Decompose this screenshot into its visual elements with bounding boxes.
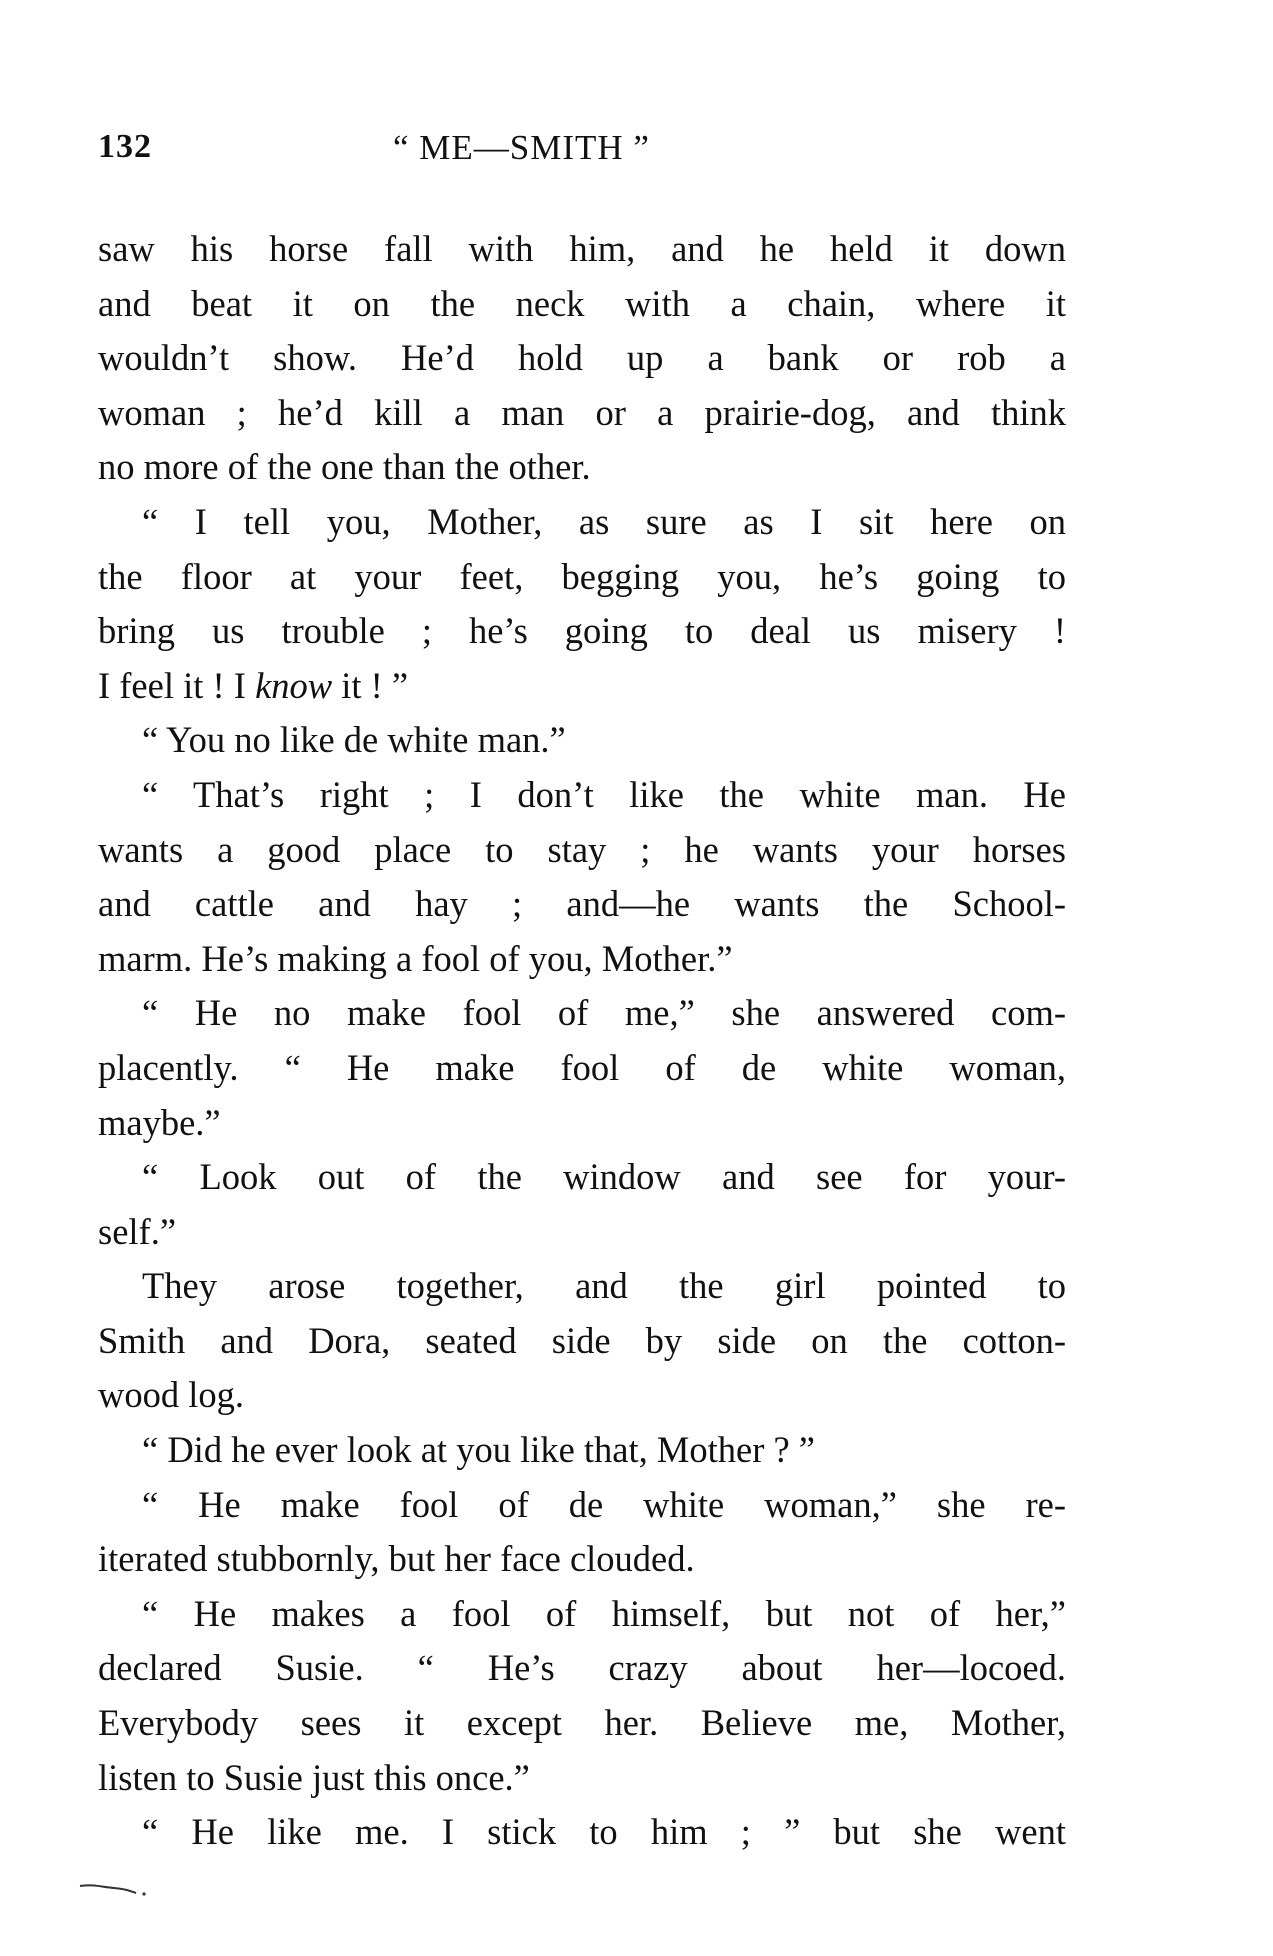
text-line: iterated stubbornly, but her face clouded. (98, 1538, 695, 1580)
text-line: the floor at your feet, begging you, he’s going to (98, 555, 1066, 597)
emphasized-word: know (255, 664, 333, 706)
text-line: “ He make fool of de white woman,” she re- (142, 1483, 1066, 1525)
running-title: “ ME—SMITH ” (393, 128, 650, 167)
running-head (98, 128, 1098, 188)
text-line: “ Did he ever look at you like that, Mother ? ” (142, 1429, 816, 1471)
text-line: marm. He’s making a fool of you, Mother.” (98, 937, 733, 979)
text-line: self.” (98, 1210, 177, 1252)
page-number: 132 (98, 128, 152, 165)
text-line: and beat it on the neck with a chain, where it (98, 282, 1066, 324)
text-line: and cattle and hay ; and—he wants the School- (98, 883, 1066, 925)
text-line: no more of the one than the other. (98, 446, 591, 488)
text-line: wants a good place to stay ; he wants your horses (98, 828, 1066, 870)
text-line: “ I tell you, Mother, as sure as I sit here on (142, 500, 1066, 542)
text-line: They arose together, and the girl pointed to (142, 1265, 1066, 1307)
text-line: maybe.” (98, 1101, 221, 1143)
text-line: wouldn’t show. He’d hold up a bank or rob a (98, 337, 1066, 379)
text-line: “ That’s right ; I don’t like the white man. He (142, 773, 1066, 815)
text-line: bring us trouble ; he’s going to deal us misery ! (98, 610, 1066, 652)
text-line: Everybody sees it except her. Believe me, Mother, (98, 1702, 1066, 1744)
text-line: “ He no make fool of me,” she answered com- (142, 992, 1066, 1034)
text-line: placently. “ He make fool of de white woman, (98, 1046, 1066, 1088)
text-line: Smith and Dora, seated side by side on the cotton- (98, 1319, 1066, 1361)
text-line: “ You no like de white man.” (142, 719, 566, 761)
text-line: woman ; he’d kill a man or a prairie-dog, and think (98, 391, 1066, 433)
body-text (98, 222, 1066, 1860)
text-line: saw his horse fall with him, and he held it down (98, 228, 1066, 269)
text-line: listen to Susie just this once.” (98, 1756, 530, 1798)
text-line: declared Susie. “ He’s crazy about her—locoed. (98, 1647, 1066, 1689)
text-line: “ He makes a fool of himself, but not of her,” (142, 1592, 1066, 1634)
printer-mark (78, 1882, 150, 1896)
text-line (98, 659, 1066, 714)
text-line: “ He like me. I stick to him ; ” but she went (142, 1811, 1066, 1853)
text-line: wood log. (98, 1374, 244, 1416)
text-line-start: I feel it ! I (98, 664, 256, 706)
text-line-end: it ! ” (332, 664, 409, 706)
text-line: “ Look out of the window and see for your- (142, 1156, 1066, 1198)
